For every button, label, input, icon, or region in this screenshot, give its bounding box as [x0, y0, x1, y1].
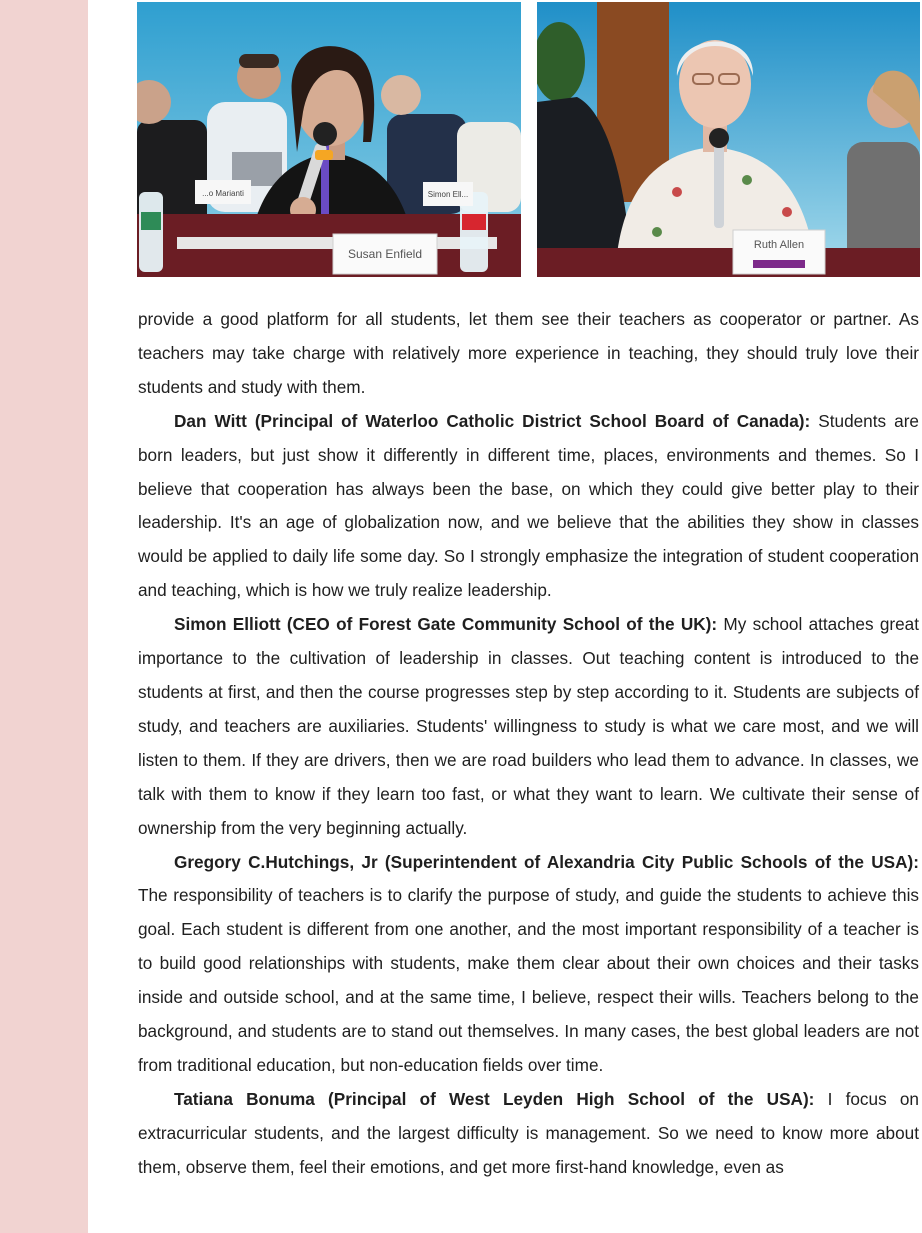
photo-right-illustration: [537, 2, 920, 277]
quote-text-dan-witt: Students are born leaders, but just show it differently in different time, places, environments and themes. So I believe that cooperation has always been the base, on which they could give better play to their leadership. It's an age of globalization now, and we believe that the abilities they show in classes would be applied to daily life some day. So I strongly emphasize the integration of student cooperation and teaching, which is how we truly realize leadership.: [138, 410, 919, 601]
speaker-simon-elliott: Simon Elliott (CEO of Forest Gate Community School of the UK):: [174, 614, 718, 635]
article-intro-paragraph: provide a good platform for all students, let them see their teachers as cooperator or partner. As teachers may take charge with relatively more experience in teaching, they should truly love their students and study with them.: [138, 309, 919, 397]
photo-speaker-right: [537, 2, 920, 277]
photo-left-illustration: [137, 2, 521, 277]
speaker-gregory-hutchings: Gregory C.Hutchings, Jr (Superintendent of Alexandria City Public Schools of the USA):: [174, 851, 919, 872]
photo-speaker-left: [137, 2, 521, 277]
article-body: [138, 303, 919, 1185]
quote-gregory-hutchings: [138, 846, 919, 1083]
quote-tatiana-bonuma: [138, 1083, 919, 1185]
nameplate-susan-enfield: Susan Enfield: [347, 247, 423, 261]
quote-simon-elliott: [138, 608, 919, 845]
quote-text-tatiana-bonuma: I focus on extracurricular students, and the largest difficulty is management. So we need to know more about them, observe them, feel their emotions, and get more first-hand knowledge, even as: [138, 1088, 919, 1177]
nameplate-ruth-allen: Ruth Allen: [753, 239, 805, 251]
nameplate-left-text: ...o Marianti: [202, 189, 244, 198]
speaker-dan-witt: Dan Witt (Principal of Waterloo Catholic District School Board of Canada):: [174, 410, 811, 431]
speaker-tatiana-bonuma: Tatiana Bonuma (Principal of West Leyden High School of the USA):: [174, 1088, 815, 1109]
quote-text-simon-elliott: My school attaches great importance to the cultivation of leadership in classes. Out teaching content is introduced to the students at first, and then the course progresses step by step according to it. Students are subjects of study, and teachers are auxiliaries. Students' willingness to study is what we care most, and we will listen to them. If they are drivers, then we are road builders who lead them to advance. In classes, we talk with them to know if they learn too fast, or what they want to learn. We cultivate their sense of ownership from the very beginning actually.: [138, 614, 919, 838]
quote-text-gregory-hutchings: The responsibility of teachers is to clarify the purpose of study, and guide the students to achieve this goal. Each student is different from one another, and the most important responsibility of a teacher is to build good relationships with students, make them clear about their own choices and their tasks inside and outside school, and at the same time, I believe, respect their wills. Teachers belong to the background, and students are to stand out themselves. In many cases, the best global leaders are not from traditional education, but non-education fields over time.: [138, 885, 919, 1075]
decorative-side-band: [0, 0, 88, 1233]
nameplate-right-text: Simon Ell...: [427, 190, 469, 199]
quote-dan-witt: [138, 405, 919, 608]
